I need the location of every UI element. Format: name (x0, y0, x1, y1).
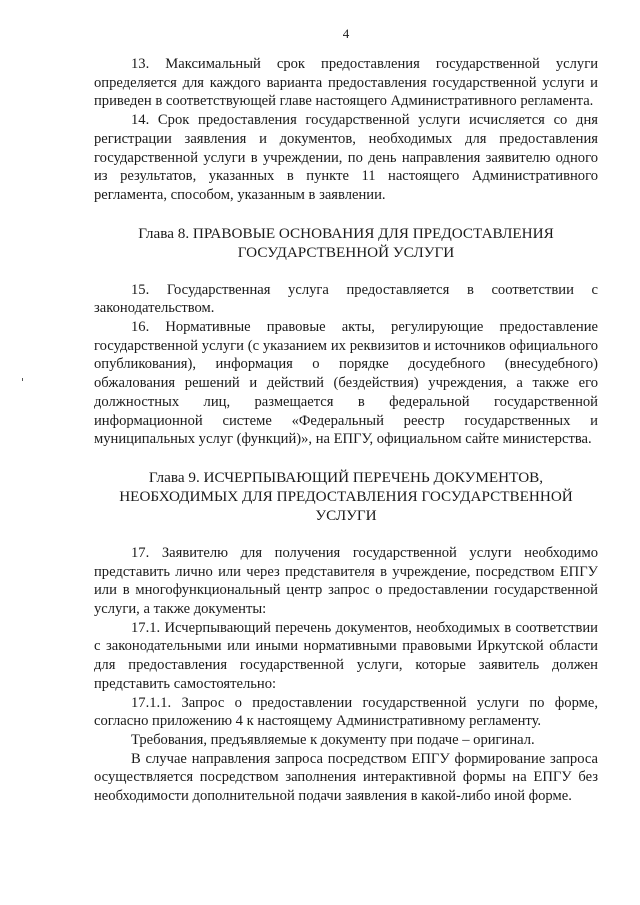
chapter-9-title-line1: Глава 9. ИСЧЕРПЫВАЮЩИЙ ПЕРЕЧЕНЬ ДОКУМЕНТОВ, (148, 468, 544, 486)
chapter-9-title-line3: УСЛУГИ (315, 506, 377, 524)
paragraph-epgu: В случае направления запроса посредством ЕПГУ формирование запроса осуществляется посредством заполнения интерактивной формы на ЕПГУ без необходимости дополнительной подачи заявления в какой-либо иной форме. (94, 750, 598, 805)
chapter-8-title-line2: ГОСУДАРСТВЕННОЙ УСЛУГИ (237, 243, 455, 261)
paragraph-16: 16. Нормативные правовые акты, регулирующие предоставление государственной услуги (с указанием их реквизитов и источников официального опубликования), информация о порядке досудебного (внесудебного) обжалования решений и действий (бездействия) учреждения, а также его должностных лиц, размещается в федеральной государственной информационной системе «Федеральный реестр государственных и муниципальных услуг (функций)», на ЕПГУ, официальном сайте министерства. (94, 319, 598, 448)
margin-mark (22, 378, 23, 381)
paragraph-17: 17. Заявителю для получения государственной услуги необходимо представить лично или через представителя в учреждение, посредством ЕПГУ или в многофункциональный центр запрос о предоставлении государственной услуги, а также документы: (94, 544, 598, 618)
chapter-8-heading (94, 224, 598, 262)
paragraph-14: 14. Срок предоставления государственной услуги исчисляется со дня регистрации заявления и документов, необходимых для предоставления государственной услуги в учреждении, по день направления заявителю одного из результатов, указанных в пункте 11 настоящего Административного регламента, способом, указанным в заявлении. (94, 112, 598, 203)
chapter-9-heading (94, 468, 598, 525)
paragraph-15: 15. Государственная услуга предоставляется в соответствии с законодательством. (94, 281, 598, 317)
paragraph-17-1: 17.1. Исчерпывающий перечень документов, необходимых в соответствии с законодательными или иными нормативными правовыми Иркутской области для предоставления государственной услуги, которые заявитель должен представить самостоятельно: (94, 619, 598, 692)
chapter-8-title-line1: Глава 8. ПРАВОВЫЕ ОСНОВАНИЯ ДЛЯ ПРЕДОСТАВЛЕНИЯ (138, 224, 554, 242)
paragraph-17-1-1: 17.1.1. Запрос о предоставлении государственной услуги по форме, согласно приложению 4 к настоящему Административному регламенту. (94, 694, 598, 730)
paragraph-13: 13. Максимальный срок предоставления государственной услуги определяется для каждого варианта предоставления государственной услуги и приведен в соответствующей главе настоящего Административного регламента. (94, 56, 598, 110)
paragraph-requirements: Требования, предъявляемые к документу при подаче – оригинал. (131, 731, 535, 748)
chapter-9-title-line2: НЕОБХОДИМЫХ ДЛЯ ПРЕДОСТАВЛЕНИЯ ГОСУДАРСТВЕННОЙ (119, 487, 573, 505)
page-number: 4 (342, 26, 350, 41)
